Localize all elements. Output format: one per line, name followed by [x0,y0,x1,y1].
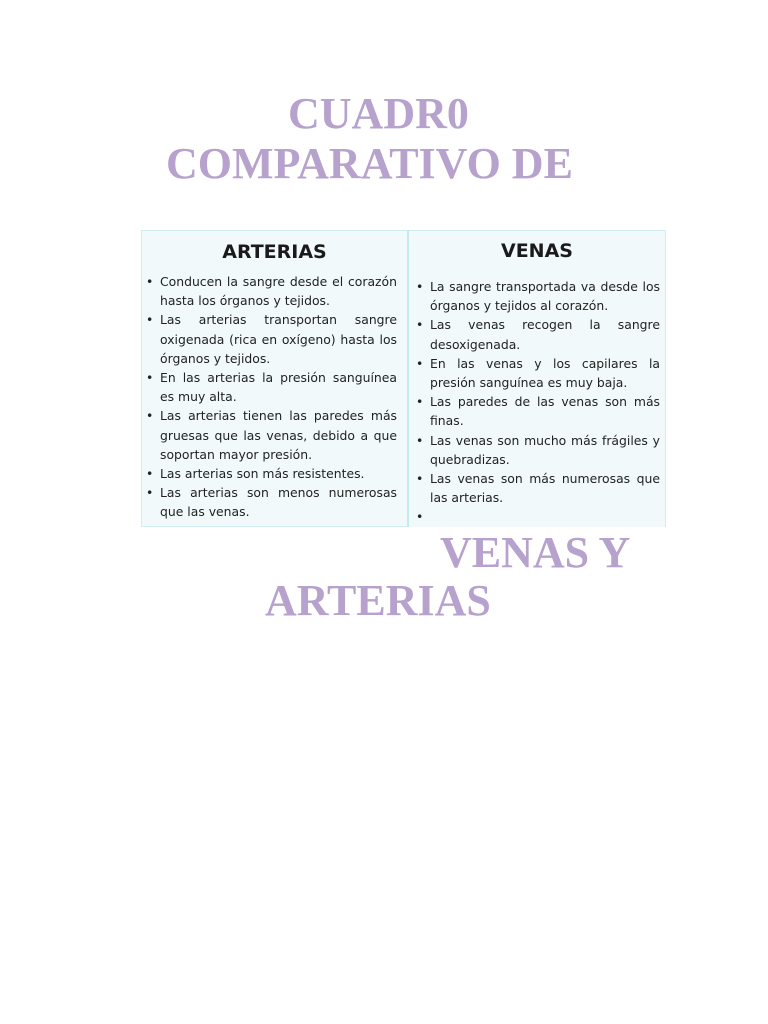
list-item: • Las paredes de las venas son más finas. [416,392,660,430]
comparison-table [141,230,666,527]
list-item: • Conducen la sangre desde el corazón hasta los órganos y tejidos. [146,272,397,310]
arterias-header: ARTERIAS [222,241,327,263]
venas-column [409,230,666,527]
list-item: • En las venas y los capilares la presión sanguínea es muy baja. [416,354,660,392]
list-item: • La sangre transportada va desde los órganos y tejidos al corazón. [416,277,660,315]
title-line-3: VENAS Y [440,528,631,577]
list-item: • Las arterias tienen las paredes más gruesas que las venas, debido a que soportan mayor presión. [146,406,397,464]
list-item: • Las venas son más numerosas que las arterias. [416,469,660,507]
list-item: • Las venas recogen la sangre desoxigenada. [416,315,660,353]
venas-list [416,277,660,527]
list-item: • En las arterias la presión sanguínea es muy alta. [146,368,397,406]
empty-list-item [416,507,660,526]
venas-header: VENAS [501,240,573,262]
list-item: • Las venas son mucho más frágiles y quebradizas. [416,431,660,469]
list-item: • Las arterias transportan sangre oxigenada (rica en oxígeno) hasta los órganos y tejidos. [146,310,397,368]
title-line-4: ARTERIAS [265,576,491,625]
title-line-1: CUADR0 [288,89,469,138]
title-line-2: COMPARATIVO DE [166,139,573,188]
list-item: • Las arterias son más resistentes. [146,464,397,483]
arterias-column [141,230,409,527]
list-item: • Las arterias son menos numerosas que las venas. [146,483,397,521]
arterias-list [146,272,397,522]
